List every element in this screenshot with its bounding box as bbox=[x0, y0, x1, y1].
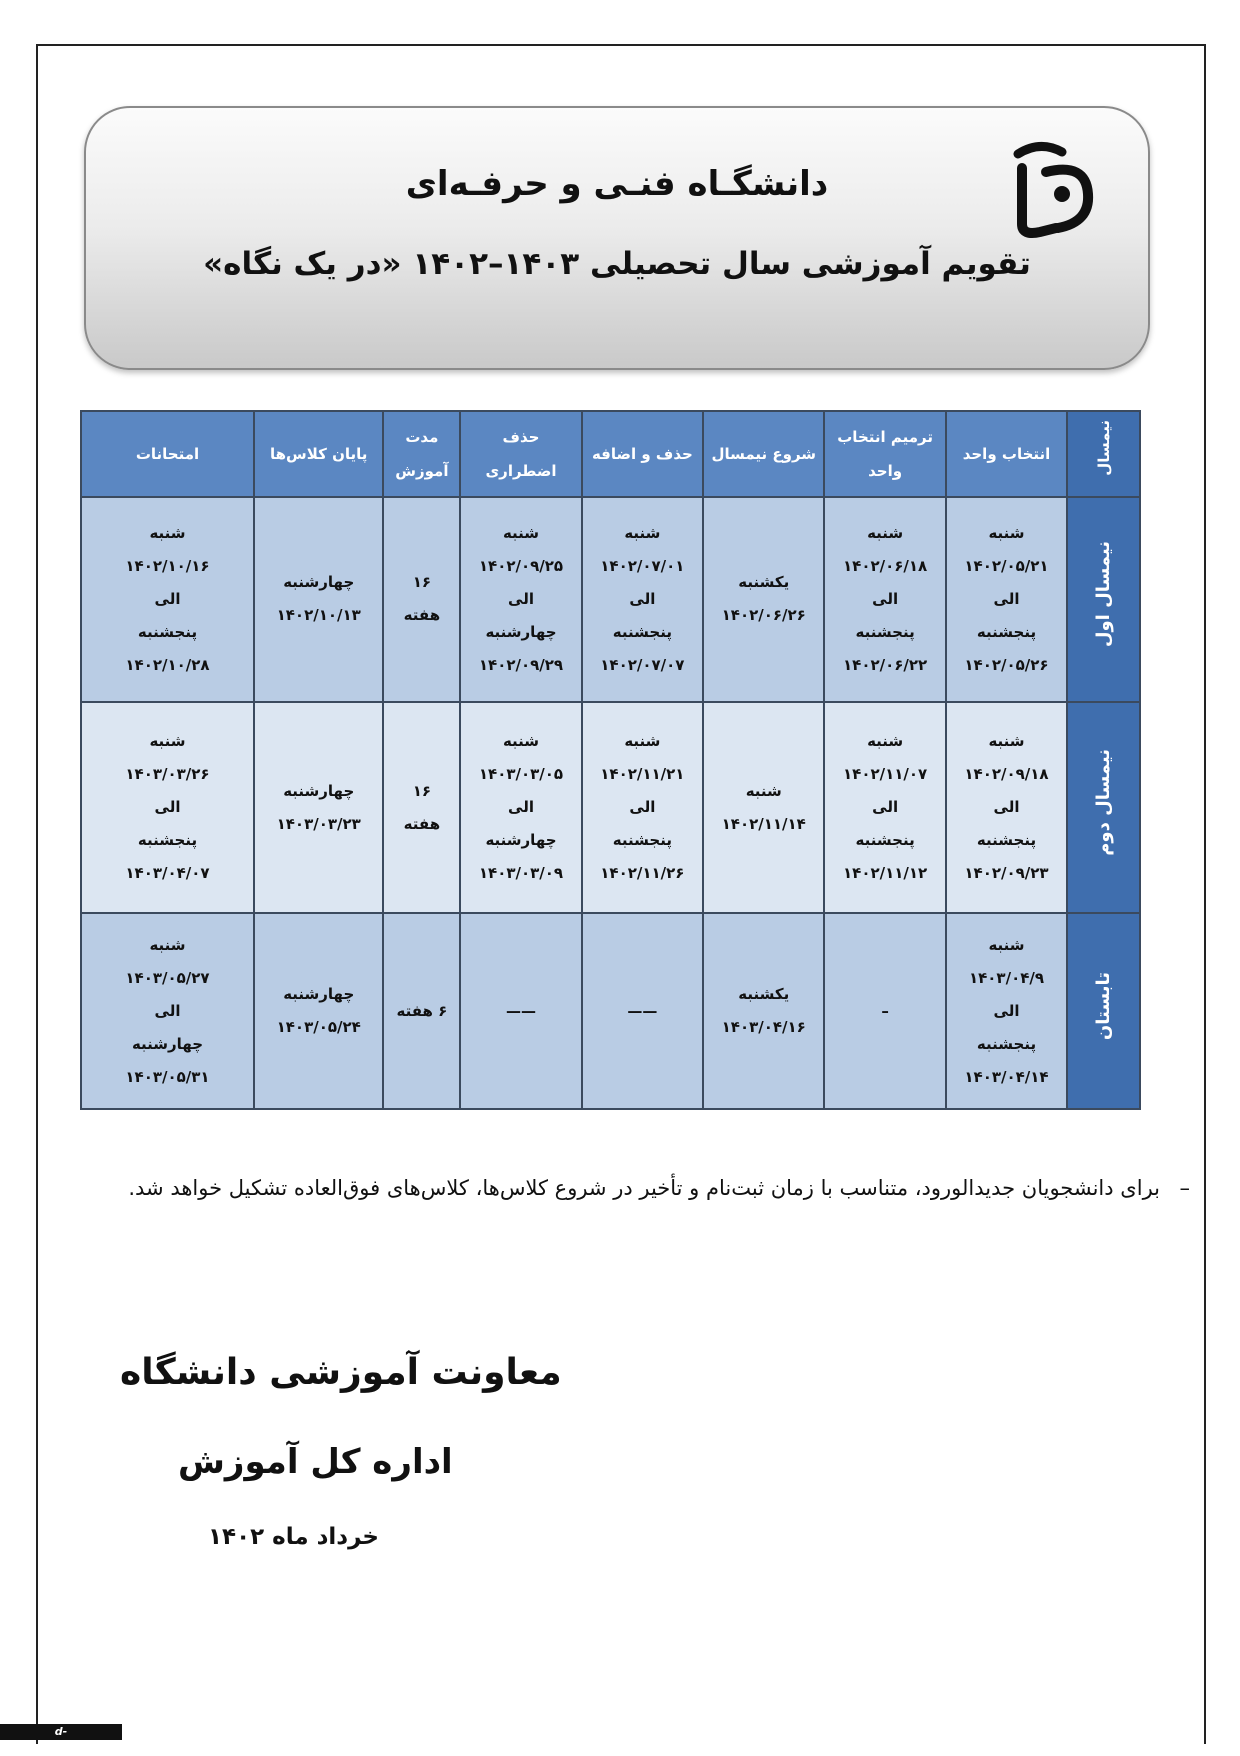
cell-line: ۱۴۰۳/۰۴/۰۷ bbox=[125, 864, 210, 883]
cell-line: ۱۴۰۳/۰۳/۰۹ bbox=[478, 864, 564, 883]
header-selection-amendment: ترمیم انتخاب واحد bbox=[824, 411, 945, 497]
university-title: دانشگـاه فنـی و حرفـه‌ای bbox=[405, 164, 829, 204]
cell-line: ۱۴۰۳/۰۳/۲۳ bbox=[276, 814, 361, 833]
cell-semester-start bbox=[703, 497, 824, 702]
cell-line: شنبه bbox=[502, 732, 540, 751]
cell-line: ۱۴۰۲/۱۱/۲۶ bbox=[600, 864, 685, 883]
cell-classes-end bbox=[254, 497, 383, 702]
cell-line: ۱۴۰۲/۰۵/۲۱ bbox=[964, 556, 1049, 575]
row-label-text: تابستان bbox=[1092, 971, 1114, 1040]
cell-line: ۱۶ bbox=[412, 781, 432, 800]
cell-line: شنبه bbox=[502, 523, 540, 542]
header-duration: مدت آموزش bbox=[383, 411, 460, 497]
cell-line: ۱۴۰۲/۰۷/۰۷ bbox=[600, 655, 685, 674]
table-row bbox=[81, 497, 1140, 702]
cell-semester-start bbox=[703, 702, 824, 914]
cell-line: الی bbox=[508, 589, 534, 608]
cell-selection-amendment bbox=[824, 702, 945, 914]
cell-line: ۱۴۰۲/۱۰/۲۸ bbox=[125, 655, 210, 674]
cell-course-selection bbox=[946, 497, 1067, 702]
cell-line: ۱۴۰۳/۰۵/۳۱ bbox=[125, 1067, 210, 1086]
cell-line: —— bbox=[627, 1001, 658, 1020]
cell-line: ۱۶ bbox=[412, 573, 432, 592]
cell-line: شنبه bbox=[149, 523, 186, 542]
cell-line: پنجشنبه bbox=[612, 622, 672, 641]
cell-line: ۱۴۰۲/۰۹/۲۳ bbox=[964, 864, 1049, 883]
cell-line: ۱۴۰۲/۰۵/۲۶ bbox=[964, 655, 1049, 674]
cell-line: پنجشنبه bbox=[976, 831, 1037, 850]
cell-line: شنبه bbox=[149, 732, 186, 751]
header-classes-end: پایان کلاس‌ها bbox=[254, 411, 383, 497]
site-watermark: d-boroujerd.nus.ac.ir bbox=[1, 1725, 121, 1754]
cell-line: الی bbox=[629, 798, 656, 817]
cell-line: الی bbox=[993, 798, 1020, 817]
cell-line: —— bbox=[506, 1001, 536, 1020]
cell-line: چهارشنبه bbox=[283, 781, 355, 800]
cell-line: الی bbox=[993, 1001, 1020, 1020]
cell-exams bbox=[81, 497, 254, 702]
cell-line: شنبه bbox=[988, 935, 1025, 954]
header-semester: نیمسال bbox=[1067, 411, 1140, 497]
cell-line: ۱۴۰۲/۱۱/۲۱ bbox=[600, 765, 685, 784]
cell-line: الی bbox=[872, 589, 899, 608]
calendar-subtitle: تقویم آموزشی سال تحصیلی ۱۴۰۳–۱۴۰۲ «در یک نگاه» bbox=[203, 246, 1031, 282]
cell-classes-end bbox=[254, 702, 383, 914]
cell-line: ۱۴۰۲/۱۱/۰۷ bbox=[843, 765, 928, 784]
header-banner bbox=[84, 106, 1150, 370]
cell-line: ۱۴۰۳/۰۵/۲۷ bbox=[125, 968, 210, 987]
cell-line: ۱۴۰۳/۰۳/۲۶ bbox=[125, 765, 210, 784]
header-course-selection: انتخاب واحد bbox=[946, 411, 1067, 497]
cell-line: شنبه bbox=[624, 523, 661, 542]
cell-semester-start bbox=[703, 913, 824, 1109]
cell-line: ۱۴۰۳/۰۳/۰۵ bbox=[478, 765, 564, 784]
cell-duration bbox=[383, 497, 460, 702]
cell-line: ۱۴۰۲/۱۰/۱۳ bbox=[276, 606, 361, 625]
row-label-text: نیمسال اول bbox=[1092, 540, 1114, 647]
note-text: برای دانشجویان جدیدالورود، متناسب با زمان ثبت‌نام و تأخیر در شروع کلاس‌ها، کلاس‌های فوق‌العاده تشکیل خواهد شد. bbox=[128, 1176, 1160, 1200]
note-bullet: – bbox=[1179, 1176, 1190, 1200]
cell-line: یکشنبه bbox=[738, 985, 790, 1004]
academic-calendar-table bbox=[80, 410, 1141, 1110]
cell-line: ۶ هفته bbox=[396, 1001, 448, 1020]
cell-line: ۱۴۰۲/۰۷/۰۱ bbox=[600, 556, 685, 575]
cell-line: شنبه bbox=[867, 523, 904, 542]
cell-line: شنبه bbox=[149, 935, 186, 954]
cell-course-selection bbox=[946, 702, 1067, 914]
cell-line: پنجشنبه bbox=[855, 831, 915, 850]
header-semester-start: شروع نیمسال bbox=[703, 411, 824, 497]
signature-deputy: معاونت آموزشی دانشگاه bbox=[120, 1352, 562, 1393]
cell-line: چهارشنبه bbox=[283, 573, 355, 592]
cell-selection-amendment bbox=[824, 497, 945, 702]
cell-line: چهارشنبه bbox=[485, 831, 557, 850]
cell-line: الی bbox=[872, 798, 899, 817]
header-exams: امتحانات bbox=[81, 411, 254, 497]
cell-line: الی bbox=[629, 589, 656, 608]
cell-line: پنجشنبه bbox=[137, 622, 198, 641]
cell-line: ۱۴۰۳/۰۴/۱۶ bbox=[721, 1018, 806, 1037]
cell-line: ۱۴۰۲/۰۶/۲۲ bbox=[843, 655, 928, 674]
cell-course-selection bbox=[946, 913, 1067, 1109]
cell-line: الی bbox=[154, 1001, 181, 1020]
row-label bbox=[1067, 497, 1140, 702]
cell-emergency-drop bbox=[460, 702, 581, 914]
cell-emergency-drop bbox=[460, 913, 581, 1109]
signature-office: اداره کل آموزش bbox=[178, 1442, 453, 1482]
cell-line: چهارشنبه bbox=[283, 985, 355, 1004]
cell-line: ۱۴۰۳/۰۴/۹ bbox=[968, 968, 1045, 987]
cell-line: الی bbox=[154, 589, 181, 608]
cell-line: شنبه bbox=[988, 732, 1025, 751]
cell-line: پنجشنبه bbox=[976, 622, 1037, 641]
header-emergency-drop: حذف اضطراری bbox=[460, 411, 581, 497]
cell-line: شنبه bbox=[988, 523, 1025, 542]
row-label bbox=[1067, 913, 1140, 1109]
cell-line: هفته bbox=[403, 814, 441, 833]
cell-line: ۱۴۰۳/۰۴/۱۴ bbox=[964, 1067, 1049, 1086]
cell-line: یکشنبه bbox=[738, 573, 790, 592]
cell-add-drop bbox=[582, 913, 703, 1109]
cell-line: شنبه bbox=[624, 732, 661, 751]
table-row bbox=[81, 702, 1140, 914]
cell-duration bbox=[383, 913, 460, 1109]
cell-line: شنبه bbox=[867, 732, 904, 751]
cell-line: الی bbox=[154, 798, 181, 817]
cell-line: ۱۴۰۳/۰۵/۲۴ bbox=[276, 1018, 361, 1037]
cell-line: ۱۴۰۲/۰۶/۲۶ bbox=[721, 606, 806, 625]
cell-emergency-drop bbox=[460, 497, 581, 702]
cell-duration bbox=[383, 702, 460, 914]
cell-selection-amendment bbox=[824, 913, 945, 1109]
cell-add-drop bbox=[582, 702, 703, 914]
cell-line: هفته bbox=[403, 606, 441, 625]
cell-line: پنجشنبه bbox=[976, 1034, 1037, 1053]
note-paragraph bbox=[120, 1160, 1190, 1216]
cell-line: – bbox=[881, 1001, 889, 1020]
cell-line: الی bbox=[508, 798, 534, 817]
cell-line: ۱۴۰۲/۱۱/۱۲ bbox=[843, 864, 928, 883]
cell-line: ۱۴۰۲/۰۶/۱۸ bbox=[843, 556, 928, 575]
row-label bbox=[1067, 702, 1140, 914]
cell-line: چهارشنبه bbox=[131, 1034, 204, 1053]
cell-line: پنجشنبه bbox=[612, 831, 672, 850]
cell-line: پنجشنبه bbox=[855, 622, 915, 641]
cell-line: ۱۴۰۲/۰۹/۱۸ bbox=[964, 765, 1049, 784]
cell-line: ۱۴۰۲/۰۹/۲۵ bbox=[478, 556, 564, 575]
row-label-text: نیمسال دوم bbox=[1092, 748, 1114, 856]
cell-exams bbox=[81, 913, 254, 1109]
cell-exams bbox=[81, 702, 254, 914]
signature-date: خرداد ماه ۱۴۰۲ bbox=[208, 1524, 379, 1550]
cell-line: شنبه bbox=[745, 781, 782, 800]
cell-line: ۱۴۰۲/۱۱/۱۴ bbox=[721, 814, 806, 833]
cell-line: ۱۴۰۲/۰۹/۲۹ bbox=[478, 655, 564, 674]
cell-line: ۱۴۰۲/۱۰/۱۶ bbox=[125, 556, 210, 575]
cell-classes-end bbox=[254, 913, 383, 1109]
cell-line: پنجشنبه bbox=[137, 831, 198, 850]
header-add-drop: حذف و اضافه bbox=[582, 411, 703, 497]
cell-line: چهارشنبه bbox=[485, 622, 557, 641]
table-header-row bbox=[81, 411, 1140, 497]
cell-line: الی bbox=[993, 589, 1020, 608]
cell-add-drop bbox=[582, 497, 703, 702]
table-row bbox=[81, 913, 1140, 1109]
